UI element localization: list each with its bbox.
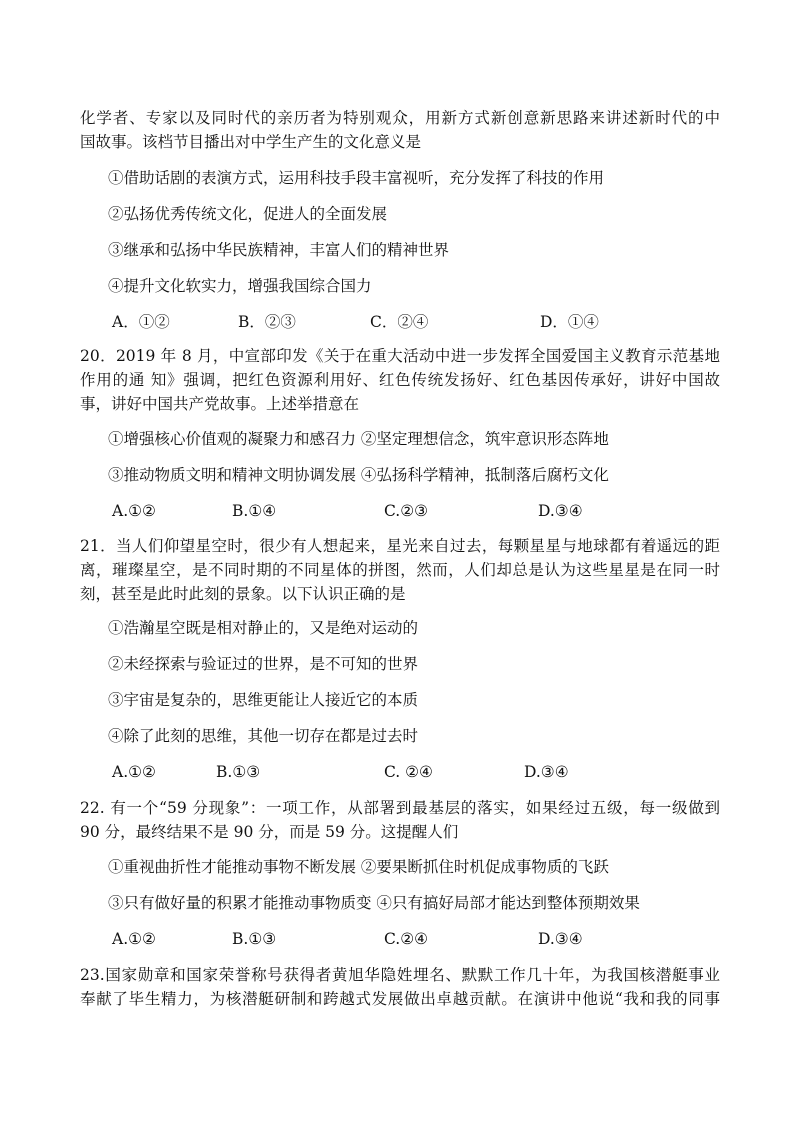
q21-option-3: ③宇宙是复杂的，思维更能让人接近它的本质 [108,691,419,709]
q19-stem-line: 国故事。该档节目播出对中学生产生的文化意义是 [80,133,422,151]
q22-choice-d: D.③④ [538,930,583,948]
q22-stem [80,796,720,844]
q21-stem-line: 刻，甚至是此时此刻的景象。以下认识正确的是 [80,585,406,603]
q20-stem-line: 作用的通 知》强调，把红色资源利用好、红色传统发扬好、红色基因传承好，讲好中国故 [80,371,720,389]
q21-choice-c: C. ②④ [384,763,433,781]
q19-stem [80,106,720,154]
q23-stem-line: 23.国家勋章和国家荣誉称号获得者黄旭华隐姓埋名、默默工作几十年，为我国核潜艇事业 [80,966,720,984]
q20-choice-c: C.②③ [384,502,429,520]
q22-choice-a: A.①② [112,930,156,948]
q22-stem-line: 90 分，最终结果不是 90 分，而是 59 分。这提醒人们 [80,823,459,841]
q19-choice-c: C．②④ [370,313,429,331]
q21-stem-line: 21．当人们仰望星空时，很少有人想起来，星光来自过去，每颗星星与地球都有着遥远的距 [80,537,720,555]
q22-choice-c: C.②④ [384,930,429,948]
q21-stem [80,534,720,606]
q19-option-1: ①借助话剧的表演方式，运用科技手段丰富视听，充分发挥了科技的作用 [108,169,605,187]
q22-options-row-1: ①重视曲折性才能推动事物不断发展 ②要果断抓住时机促成事物质的飞跃 [108,858,609,876]
q20-stem [80,344,720,416]
q19-option-4: ④提升文化软实力，增强我国综合国力 [108,277,372,295]
q21-choice-d: D.③④ [524,763,569,781]
q19-option-2: ②弘扬优秀传统文化，促进人的全面发展 [108,205,388,223]
q21-choice-a: A.①② [112,763,156,781]
q21-option-1: ①浩瀚星空既是相对静止的，又是绝对运动的 [108,619,419,637]
q19-option-3: ③继承和弘扬中华民族精神，丰富人们的精神世界 [108,241,450,259]
q20-options-row-1: ①增强核心价值观的凝聚力和感召力 ②坚定理想信念，筑牢意识形态阵地 [108,430,609,448]
q20-choice-b: B.①④ [232,502,277,520]
q20-stem-line: 20．2019 年 8 月，中宣部印发《关于在重大活动中进一步发挥全国爱国主义教育示范基地 [80,347,720,365]
q19-choice-d: D．①④ [540,313,599,331]
q21-choice-b: B.①③ [216,763,261,781]
q19-choice-b: B．②③ [238,313,296,331]
q22-stem-line: 22. 有一个“59 分现象”：一项工作，从部署到最基层的落实，如果经过五级，每一级做到 [80,799,720,817]
q21-stem-line: 离，璀璨星空，是不同时期的不同星体的拼图，然而，人们却总是认为这些星星是在同一时 [80,561,720,579]
q20-choice-a: A.①② [112,502,156,520]
q20-stem-line: 事，讲好中国共产党故事。上述举措意在 [80,395,360,413]
q21-option-2: ②未经探索与验证过的世界，是不可知的世界 [108,655,419,673]
q20-options-row-2: ③推动物质文明和精神文明协调发展 ④弘扬科学精神，抵制落后腐朽文化 [108,466,609,484]
q22-choice-b: B.①③ [232,930,277,948]
q19-stem-line: 化学者、专家以及同时代的亲历者为特别观众，用新方式新创意新思路来讲述新时代的中 [80,109,720,127]
q23-stem [80,963,720,1011]
q20-choice-d: D.③④ [538,502,583,520]
q21-option-4: ④除了此刻的思维，其他一切存在都是过去时 [108,727,419,745]
q23-stem-line: 奉献了毕生精力，为核潜艇研制和跨越式发展做出卓越贡献。在演讲中他说“我和我的同事 [80,990,720,1008]
q22-options-row-2: ③只有做好量的积累才能推动事物质变 ④只有搞好局部才能达到整体预期效果 [108,894,640,912]
q19-choice-a: A．①② [112,313,170,331]
